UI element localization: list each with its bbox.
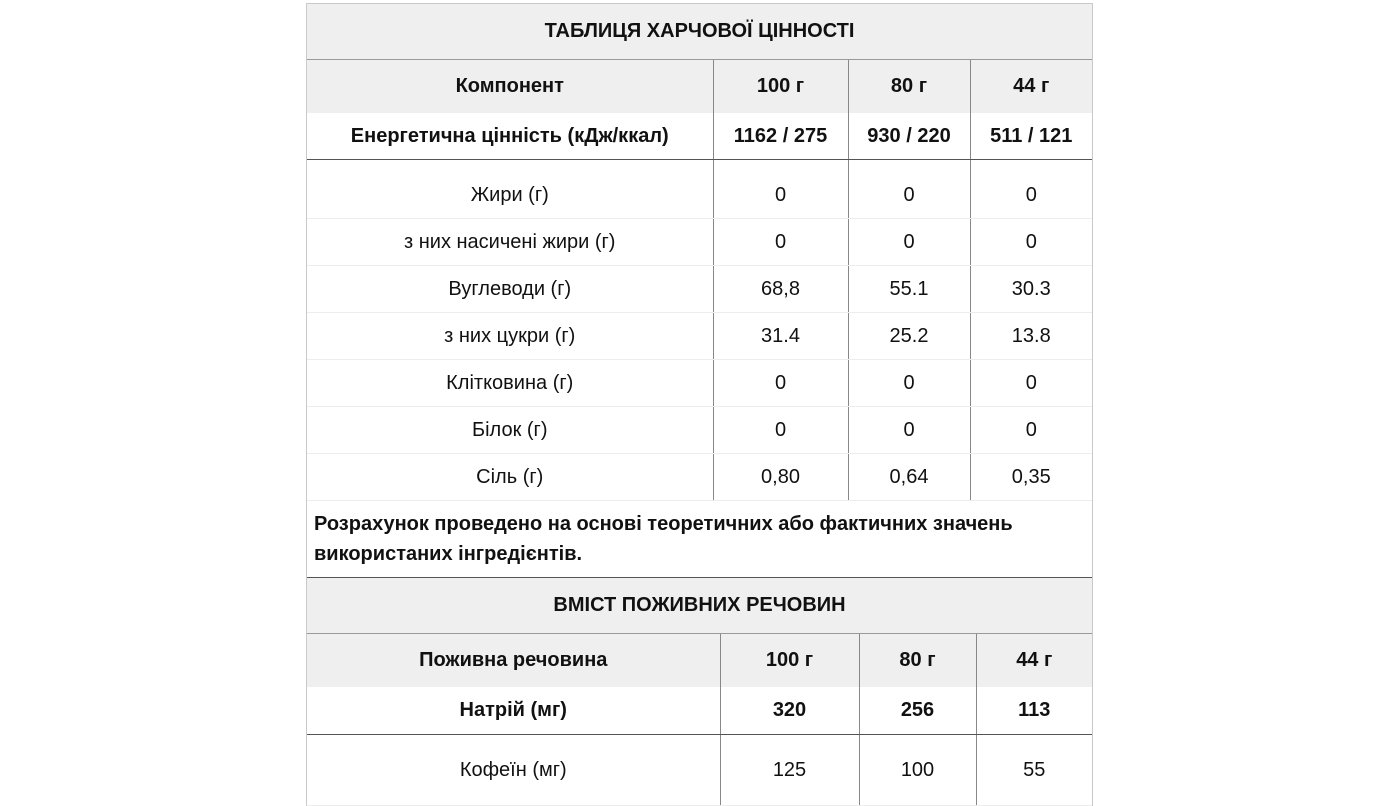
row-value-44g: 0 xyxy=(970,172,1092,219)
table-row xyxy=(307,266,1092,313)
calculation-note: Розрахунок проведено на основі теоретичних або фактичних значень використаних інгредієнтів. xyxy=(307,501,1092,578)
column-header-80g: 80 г xyxy=(848,60,970,114)
row-value-80g: 0 xyxy=(848,219,970,266)
column-header-100g: 100 г xyxy=(713,60,848,114)
column-header-nutrient: Поживна речовина xyxy=(307,634,720,688)
row-value-44g: 0 xyxy=(970,407,1092,454)
row-value-80g: 0 xyxy=(848,360,970,407)
row-value-100g: 0,80 xyxy=(713,454,848,501)
energy-100g: 1162 / 275 xyxy=(713,113,848,160)
column-header-44g: 44 г xyxy=(976,634,1092,688)
row-label: з них цукри (г) xyxy=(307,313,713,360)
row-value-100g: 0 xyxy=(713,360,848,407)
row-value-44g: 30.3 xyxy=(970,266,1092,313)
row-value-80g: 256 xyxy=(859,687,976,735)
table-row xyxy=(307,454,1092,501)
row-value-80g: 0 xyxy=(848,407,970,454)
row-value-44g: 0 xyxy=(970,219,1092,266)
table-row xyxy=(307,735,1092,806)
row-label: Сіль (г) xyxy=(307,454,713,501)
row-label: Кофеїн (мг) xyxy=(307,735,720,806)
nutrients-table xyxy=(307,578,1092,806)
row-value-44g: 55 xyxy=(976,735,1092,806)
row-value-100g: 0 xyxy=(713,407,848,454)
nutrition-panel xyxy=(306,3,1093,806)
row-value-80g: 0 xyxy=(848,172,970,219)
row-label: з них насичені жири (г) xyxy=(307,219,713,266)
row-label: Клітковина (г) xyxy=(307,360,713,407)
row-label: Натрій (мг) xyxy=(307,687,720,735)
nutrition-table-title: ТАБЛИЦЯ ХАРЧОВОЇ ЦІННОСТІ xyxy=(307,4,1092,60)
row-label: Білок (г) xyxy=(307,407,713,454)
row-value-80g: 25.2 xyxy=(848,313,970,360)
energy-label: Енергетична цінність (кДж/ккал) xyxy=(307,113,713,160)
table-row xyxy=(307,407,1092,454)
column-header-44g: 44 г xyxy=(970,60,1092,114)
column-header-100g: 100 г xyxy=(720,634,859,688)
row-value-100g: 125 xyxy=(720,735,859,806)
row-value-80g: 100 xyxy=(859,735,976,806)
column-header-80g: 80 г xyxy=(859,634,976,688)
row-value-44g: 0,35 xyxy=(970,454,1092,501)
row-value-100g: 320 xyxy=(720,687,859,735)
row-value-44g: 0 xyxy=(970,360,1092,407)
row-value-100g: 31.4 xyxy=(713,313,848,360)
energy-80g: 930 / 220 xyxy=(848,113,970,160)
table-row xyxy=(307,313,1092,360)
nutrition-table xyxy=(307,4,1092,578)
column-header-component: Компонент xyxy=(307,60,713,114)
row-value-44g: 113 xyxy=(976,687,1092,735)
row-label: Жири (г) xyxy=(307,172,713,219)
row-label: Вуглеводи (г) xyxy=(307,266,713,313)
table-row xyxy=(307,172,1092,219)
row-value-80g: 55.1 xyxy=(848,266,970,313)
row-value-100g: 68,8 xyxy=(713,266,848,313)
energy-44g: 511 / 121 xyxy=(970,113,1092,160)
table-row xyxy=(307,360,1092,407)
table-row xyxy=(307,219,1092,266)
nutrients-table-title: ВМІСТ ПОЖИВНИХ РЕЧОВИН xyxy=(307,578,1092,634)
row-value-100g: 0 xyxy=(713,172,848,219)
row-value-100g: 0 xyxy=(713,219,848,266)
table-row xyxy=(307,687,1092,735)
row-value-80g: 0,64 xyxy=(848,454,970,501)
row-value-44g: 13.8 xyxy=(970,313,1092,360)
